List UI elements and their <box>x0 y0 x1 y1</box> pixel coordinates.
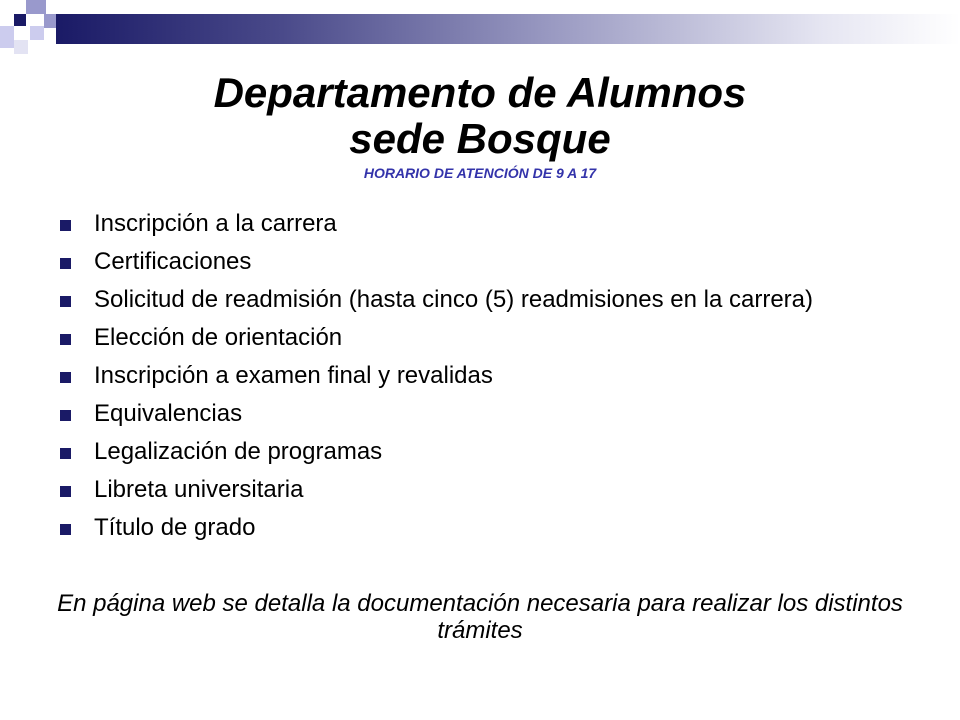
list-item-text: Inscripción a la carrera <box>94 210 337 237</box>
square-bullet-icon <box>60 486 71 497</box>
corner-square-pale-2 <box>30 26 44 40</box>
list-item <box>58 476 918 503</box>
list-item <box>58 324 918 351</box>
square-bullet-icon <box>60 334 71 345</box>
slide-title-line-2: sede Bosque <box>349 115 611 162</box>
list-item-text: Libreta universitaria <box>94 476 304 503</box>
office-hours-subtitle: HORARIO DE ATENCIÓN DE 9 A 17 <box>363 165 597 181</box>
corner-square-lavender <box>26 0 46 14</box>
list-item-text: Equivalencias <box>94 400 243 427</box>
square-bullet-icon <box>60 220 71 231</box>
list-item <box>58 514 918 541</box>
services-list <box>58 210 918 552</box>
list-item-text: Inscripción a examen final y revalidas <box>94 362 493 389</box>
list-item <box>58 362 918 389</box>
title-block <box>0 70 960 182</box>
list-item-text: Certificaciones <box>94 248 252 275</box>
corner-square-paler <box>14 40 28 54</box>
list-item-text: Solicitud de readmisión (hasta cinco (5) readmisiones en la carrera) <box>94 286 813 313</box>
corner-square-navy <box>14 14 26 26</box>
square-bullet-icon <box>60 524 71 535</box>
list-item <box>58 438 918 465</box>
slide-title-line-1: Departamento de Alumnos <box>213 69 747 116</box>
list-item <box>58 400 918 427</box>
corner-square-lavender-2 <box>44 14 56 28</box>
list-item-text: Título de grado <box>94 514 256 541</box>
list-item <box>58 210 918 237</box>
list-item-text: Elección de orientación <box>94 324 343 351</box>
square-bullet-icon <box>60 448 71 459</box>
documentation-note: En página web se detalla la documentación necesaria para realizar los distintos trámites <box>57 590 903 644</box>
square-bullet-icon <box>60 410 71 421</box>
list-item <box>58 248 918 275</box>
header-gradient-bar <box>56 14 960 44</box>
list-item-text: Legalización de programas <box>94 438 383 465</box>
corner-square-pale <box>0 26 14 48</box>
square-bullet-icon <box>60 372 71 383</box>
square-bullet-icon <box>60 296 71 307</box>
square-bullet-icon <box>60 258 71 269</box>
list-item <box>58 286 918 313</box>
